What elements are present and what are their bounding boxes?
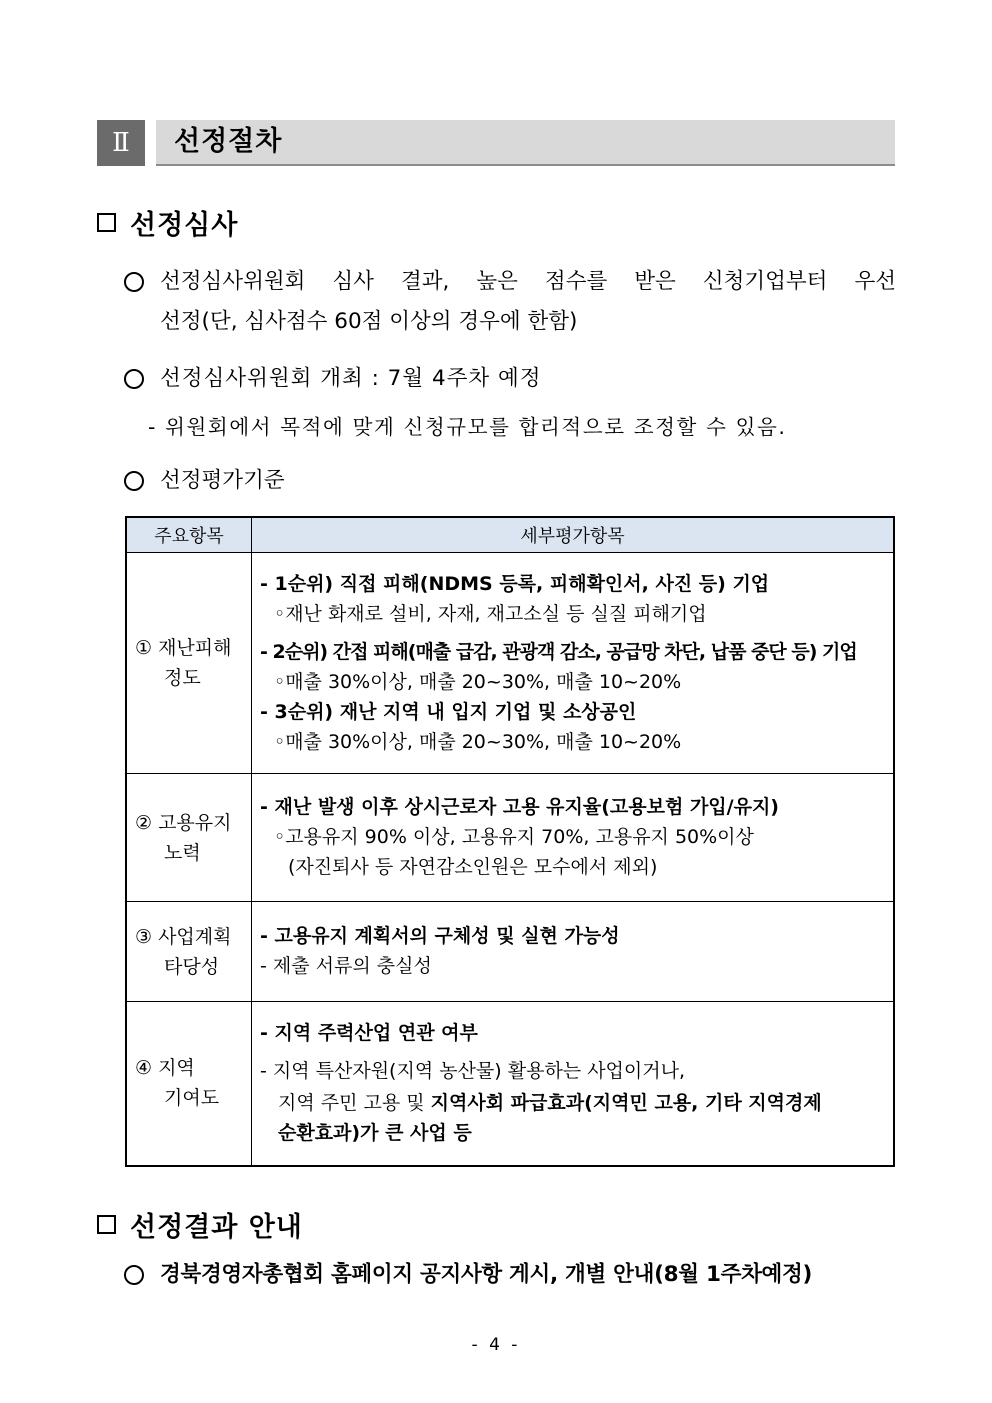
detail-line: - 1순위) 직접 피해(NDMS 등록, 피해확인서, 사진 등) 기업 — [260, 573, 770, 595]
main-item-label: 타당성 — [164, 955, 220, 978]
section-title: 선정결과 안내 — [130, 1212, 303, 1243]
bullet-circle-icon — [124, 369, 144, 389]
table-cell-main — [126, 1002, 252, 1166]
bullet-circle-icon — [124, 1265, 144, 1285]
detail-line — [278, 1088, 822, 1118]
table-row — [126, 902, 894, 1002]
bullet-circle-icon — [124, 272, 144, 292]
main-item-label: 기여도 — [164, 1087, 220, 1110]
paragraph-committee-schedule: 선정심사위원회 개최 : 7월 4주차 예정 — [160, 366, 542, 391]
paragraph-review-result-line2: 선정(단, 심사점수 60점 이상의 경우에 한함) — [160, 309, 578, 334]
detail-line: - 제출 서류의 충실성 — [260, 955, 432, 977]
section-heading-selection-result — [97, 1205, 303, 1244]
detail-line: - 재난 발생 이후 상시근로자 고용 유지율(고용보험 가입/유지) — [260, 796, 779, 818]
section-title: 선정심사 — [130, 210, 239, 241]
table-row — [126, 553, 894, 774]
detail-line: ◦고용유지 90% 이상, 고용유지 70%, 고용유지 50%이상 — [274, 826, 754, 848]
detail-line: (자진퇴사 등 자연감소인원은 모수에서 제외) — [288, 856, 658, 878]
detail-line: - 고용유지 계획서의 구체성 및 실현 가능성 — [260, 925, 620, 947]
table-header-detail: 세부평가항목 — [252, 517, 895, 553]
evaluation-criteria-table — [125, 516, 895, 1167]
chapter-number: Ⅱ — [97, 120, 145, 166]
table-cell-detail — [252, 553, 895, 774]
main-item-label: ① 재난피해 — [135, 637, 232, 659]
chapter-title: 선정절차 — [174, 126, 283, 157]
page-number: - 4 - — [471, 1335, 521, 1355]
main-item-label: 정도 — [164, 667, 201, 689]
detail-line: ◦매출 30%이상, 매출 20~30%, 매출 10~20% — [274, 731, 682, 753]
detail-line-part: 지역사회 파급효과(지역민 고용, 기타 지역경제 — [430, 1092, 822, 1114]
table-cell-main — [126, 774, 252, 902]
detail-line: - 지역 주력산업 연관 여부 — [260, 1022, 478, 1044]
table-cell-detail — [252, 1002, 895, 1166]
table-cell-main — [126, 553, 252, 774]
main-item-label: ④ 지역 — [135, 1057, 195, 1080]
paragraph-review-result-line1: 선정심사위원회 심사 결과, 높은 점수를 받은 신청기업부터 우선 — [160, 269, 896, 294]
table-row — [126, 1002, 894, 1166]
chapter-header — [156, 120, 895, 166]
table-header-row — [126, 517, 894, 553]
section-heading-selection-review — [97, 203, 238, 242]
detail-line: 순환효과)가 큰 사업 등 — [278, 1122, 472, 1144]
detail-line: - 2순위) 간접 피해(매출 급감, 관광객 감소, 공급망 차단, 납품 중단 등) 기업 — [260, 641, 857, 663]
main-item-label: ③ 사업계획 — [135, 925, 232, 948]
detail-line: ◦재난 화재로 설비, 자재, 재고소실 등 실질 피해기업 — [274, 603, 707, 625]
checkbox-square-icon — [97, 1215, 116, 1234]
table-cell-main — [126, 902, 252, 1002]
paragraph-committee-note: - 위원회에서 목적에 맞게 신청규모를 합리적으로 조정할 수 있음. — [148, 415, 787, 439]
table-row — [126, 774, 894, 902]
detail-line-part: 지역 주민 고용 및 — [278, 1092, 431, 1114]
checkbox-square-icon — [97, 213, 116, 232]
main-item-label: 노력 — [164, 841, 201, 864]
detail-line: - 지역 특산자원(지역 농산물) 활용하는 사업이거나, — [260, 1060, 685, 1082]
table-cell-detail — [252, 774, 895, 902]
detail-line: ◦매출 30%이상, 매출 20~30%, 매출 10~20% — [274, 671, 682, 693]
paragraph-evaluation-criteria: 선정평가기준 — [160, 468, 285, 493]
table-header-main: 주요항목 — [126, 517, 252, 553]
table-cell-detail — [252, 902, 895, 1002]
paragraph-result-notice: 경북경영자총협회 홈페이지 공지사항 게시, 개별 안내(8월 1주차예정) — [160, 1262, 813, 1287]
main-item-label: ② 고용유지 — [135, 811, 232, 834]
bullet-circle-icon — [124, 471, 144, 491]
detail-line: - 3순위) 재난 지역 내 입지 기업 및 소상공인 — [260, 701, 637, 723]
